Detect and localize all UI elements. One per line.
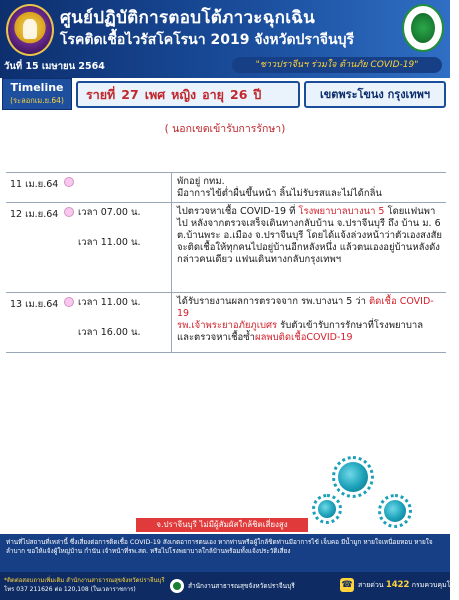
pink-dot-icon — [64, 297, 74, 307]
slogan-badge: "ชาวปราจีนฯ ร่วมใจ ต้านภัย COVID-19" — [232, 57, 442, 73]
report-date: วันที่ 15 เมษายน 2564 — [4, 61, 105, 72]
public-advice-text: ท่านที่ไปสถานที่เหล่านี้ ซึ่งเสี่ยงต่อการติดเชื้อ COVID-19 สังเกตอาการตนเอง หากท่านหรือผู้ใกล้ชิดท่านมีอาการไข้ เจ็บคอ มีน้ำมูก หายใจเหนื่อยหอบ หายใจลำบาก ขอให้แจ้งผู้ใหญ่บ้าน กำนัน เจ้าหน้าที่รพ.สต. หรือไปโรงพยาบาลใกล้บ้านพร้อมทั้งแจ้งประวัติเสี่ยง — [0, 534, 450, 572]
footer-bar — [0, 572, 459, 600]
phone-icon: ☎ — [341, 580, 353, 590]
page-subtitle: โรคติดเชื้อไวรัสโคโรนา 2019 จังหวัดปราจีนบุรี — [60, 32, 354, 48]
header-banner — [0, 0, 450, 78]
case-location-box: เขตพระโขนง กรุงเทพฯ — [304, 81, 446, 108]
case-rank-label: รายที่ — [86, 87, 116, 102]
timeline-date: 12 เม.ย.64 — [10, 209, 59, 220]
timeline-times: เวลา 07.00 น. เวลา 11.00 น. — [78, 207, 141, 248]
timeline-date: 13 เม.ย.64 — [10, 299, 59, 310]
timeline-row — [6, 293, 446, 353]
timeline-date: 11 เม.ย.64 — [10, 179, 59, 190]
hotline-number: 1422 — [385, 580, 410, 590]
timeline-description: ไปตรวจหาเชื้อ COVID-19 ที่ โรงพยาบาลบางนา 5 โดยแฟนพาไป หลังจากตรวจเสร็จเดินทางกลับบ้าน จ.ปราจีนบุรี ถึง บ้าน ม. 6 ต.บ้านพระ อ.เมือง จ.ปราจีนบุรี โดยได้แจ้งล่วงหน้าว่าตัวเองสงสัยจะติดเชื้อให้ทุกคนไปอยู่บ้านอีกหลังหนึ่ง แล้วตนเองอยู่บ้านหลังดังกล่าวคนเดียว แฟนเดินทางกลับกรุงเทพฯ — [177, 206, 442, 265]
timeline-table — [6, 172, 446, 353]
timeline-description: ได้รับรายงานผลการตรวจจาก รพ.บางนา 5 ว่า ติดเชื้อ COVID-19 รพ.เจ้าพระยาอภัยภูเบศร รับตัวเข้ารับการรักษาที่โรงพยาบาล และตรวจหาเชื้อซ้ำผลพบติดเชื้อCOVID-19 — [177, 296, 434, 343]
timeline-row — [6, 203, 446, 293]
case-age-unit: ปี — [253, 87, 262, 102]
pink-dot-icon — [64, 177, 74, 187]
timeline-times: เวลา 11.00 น. เวลา 16.00 น. — [78, 297, 141, 338]
virus-icon — [338, 462, 368, 492]
virus-icon — [384, 500, 406, 522]
contact-info: *ติดต่อสอบถามเพิ่มเติม สำนักงานสาธารณสุขจังหวัดปราจีนบุรี โทร 037 211626 ต่อ 120,108 (ในเวลาราชการ) — [4, 577, 165, 593]
case-age: 26 — [230, 87, 248, 102]
infection-result-highlight: ติดเชื้อ COVID-19 — [177, 296, 434, 319]
case-rank: 27 — [121, 87, 139, 102]
treatment-note: ( นอกเขตเข้ารับการรักษา) — [164, 123, 286, 135]
case-sex-label: เพศ — [144, 87, 166, 102]
footer-organization: สำนักงานสาธารณสุขจังหวัดปราจีนบุรี — [188, 582, 295, 590]
timeline-label-box — [2, 78, 72, 110]
pink-dot-icon — [64, 207, 74, 217]
timeline-row — [6, 173, 446, 203]
case-sex: หญิง — [171, 87, 197, 102]
provincial-emblem-logo — [6, 4, 54, 56]
timeline-description: พักอยู่ กทม. มีอาการไข้ต่ำผื่นขึ้นหน้า ลิ้นไม่รับรสและไม่ได้กลิ่น — [177, 176, 382, 199]
timeline-label: Timeline — [10, 81, 64, 94]
timeline-wave-label: (ระลอกเม.ย.64) — [10, 96, 64, 105]
ministry-logo-icon — [170, 579, 184, 593]
close-contact-alert: จ.ปราจีนบุรี ไม่มีผู้สัมผัสใกล้ชิดเสี่ยงสูง — [136, 518, 308, 532]
case-info-box — [76, 81, 300, 108]
hotline-info: สายด่วน 1422 กรมควบคุมโรค — [358, 580, 459, 590]
hospital-name-highlight: รพ.เจ้าพระยาอภัยภูเบศร — [177, 320, 278, 331]
case-age-label: อายุ — [202, 87, 225, 102]
virus-icon — [318, 500, 336, 518]
page-title: ศูนย์ปฏิบัติการตอบโต้ภาวะฉุกเฉิน — [60, 8, 316, 28]
ministry-of-health-logo — [402, 4, 444, 52]
hospital-name-highlight: โรงพยาบาลบางนา 5 — [298, 206, 385, 217]
infection-result-highlight: ผลพบติดเชื้อCOVID-19 — [255, 332, 353, 343]
